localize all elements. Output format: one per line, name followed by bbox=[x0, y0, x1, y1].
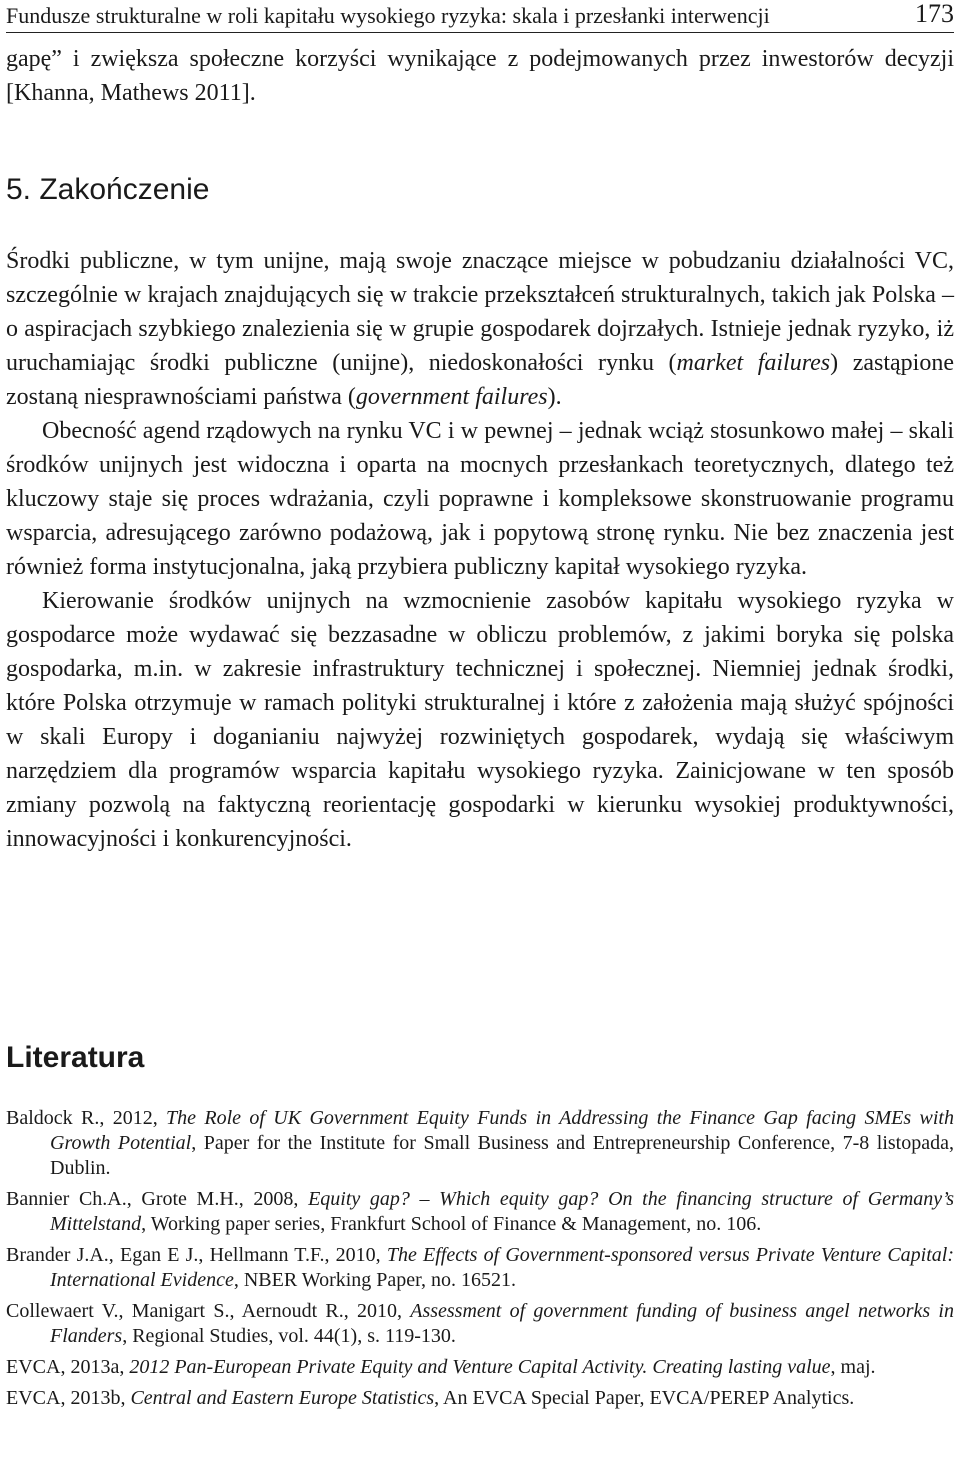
reference-item bbox=[6, 1106, 954, 1181]
reference-title: The Role of UK Government Equity Funds in Addressing the Finance Gap facing SMEs with Growth Potential bbox=[50, 1107, 954, 1154]
reference-source: , NBER Working Paper, no. 16521. bbox=[233, 1269, 517, 1291]
paragraph-1-emphasis-1: market failures bbox=[676, 350, 831, 376]
reference-authors: EVCA, 2013b, bbox=[6, 1387, 131, 1409]
reference-authors: Bannier Ch.A., Grote M.H., 2008, bbox=[6, 1188, 309, 1210]
reference-title: Equity gap? – Which equity gap? On the financing structure of Germany’s Mittelstand bbox=[50, 1188, 954, 1235]
reference-title: 2012 Pan-European Private Equity and Venture Capital Activity. Creating lasting value bbox=[129, 1356, 831, 1378]
reference-title: The Effects of Government-sponsored versus Private Venture Capital: International Evidence bbox=[50, 1244, 954, 1291]
paragraph-1-part-a: Środki publiczne, w tym unijne, mają swoje znaczące miejsce w pobudzaniu działalności VC, szczególnie w krajach znajdujących się w trakcie przekształceń strukturalnych, takich jak Polska – o aspiracjach szybkiego znalezienia się w grupie gospodarek dojrzałych. Istnieje jednak ryzyko, iż uruchamiając środki publiczne (unijne), niedoskonałości rynku ( bbox=[6, 248, 954, 376]
paragraph-2: Obecność agend rządowych na rynku VC i w pewnej – jednak wciąż stosunkowo małej – skali środków unijnych jest widoczna i oparta na mocnych przesłankach teoretycznych, dlatego też kluczowy staje się proces wdrażania, czyli poprawne i kompleksowe skonstruowanie programu wsparcia, adresującego zarówno podażową, jak i popytową stronę rynku. Nie bez znaczenia jest również forma instytucjonalna, jaką przybiera publiczny kapitał wysokiego ryzyka. bbox=[6, 418, 954, 580]
continuation-paragraph: gapę” i zwiększa społeczne korzyści wynikające z podejmowanych przez inwestorów decyzji [Khanna, Mathews 2011]. bbox=[6, 46, 954, 106]
reference-authors: Baldock R., 2012, bbox=[6, 1107, 167, 1129]
continuation-text-block bbox=[6, 42, 954, 110]
reference-authors: Collewaert V., Manigart S., Aernoudt R., 2010, bbox=[6, 1300, 411, 1322]
reference-list bbox=[6, 1106, 954, 1417]
reference-title: Central and Eastern Europe Statistics bbox=[130, 1387, 435, 1409]
paragraph-3: Kierowanie środków unijnych na wzmocnienie zasobów kapitału wysokiego ryzyka w gospodarce może wydawać się bezzasadne w obliczu problemów, z jakimi boryka się polska gospodarka, m.in. w zakresie infrastruktury technicznej i społecznej. Niemniej jednak środki, które Polska otrzymuje w ramach polityki strukturalnej i które z założenia mają służyć spójności w skali Europy i doganianiu najwyżej rozwiniętych gospodarek, wydają się właściwym narzędziem dla programów wsparcia kapitału wysokiego ryzyka. Zainicjowane w ten sposób zmiany pozwolą na faktyczną reorientację gospodarki w kierunku wysokiej produktywności, innowacyjności i konkurencyjności. bbox=[6, 588, 954, 852]
reference-source: , Paper for the Institute for Small Business and Entrepreneurship Conference, 7-8 listopada, Dublin. bbox=[50, 1132, 954, 1179]
reference-item bbox=[6, 1187, 954, 1237]
reference-item bbox=[6, 1355, 954, 1380]
paragraph-1-part-b: ) zastąpione zostaną niesprawnościami państwa ( bbox=[6, 350, 954, 410]
paragraph-1 bbox=[6, 244, 954, 414]
paragraph-1-emphasis-2: government failures bbox=[355, 384, 548, 410]
reference-source: , maj. bbox=[830, 1356, 876, 1378]
literature-heading: Literatura bbox=[6, 1041, 145, 1074]
section-body bbox=[6, 244, 954, 856]
reference-title: Assessment of government funding of business angel networks in Flanders bbox=[50, 1300, 954, 1347]
page-header bbox=[6, 2, 954, 33]
reference-source: , Working paper series, Frankfurt School of Finance & Management, no. 106. bbox=[141, 1213, 762, 1235]
page-number: 173 bbox=[915, 0, 954, 28]
reference-item bbox=[6, 1243, 954, 1293]
reference-source: , An EVCA Special Paper, EVCA/PEREP Analytics. bbox=[434, 1387, 855, 1409]
reference-item bbox=[6, 1386, 954, 1411]
reference-authors: Brander J.A., Egan E J., Hellmann T.F., 2010, bbox=[6, 1244, 387, 1266]
section-heading: 5. Zakończenie bbox=[6, 173, 210, 206]
reference-source: , Regional Studies, vol. 44(1), s. 119-130. bbox=[122, 1325, 456, 1347]
running-title: Fundusze strukturalne w roli kapitału wysokiego ryzyka: skala i przesłanki interwencji bbox=[6, 3, 770, 28]
reference-authors: EVCA, 2013a, bbox=[6, 1356, 130, 1378]
reference-item bbox=[6, 1299, 954, 1349]
paragraph-1-part-c: ). bbox=[547, 384, 562, 410]
